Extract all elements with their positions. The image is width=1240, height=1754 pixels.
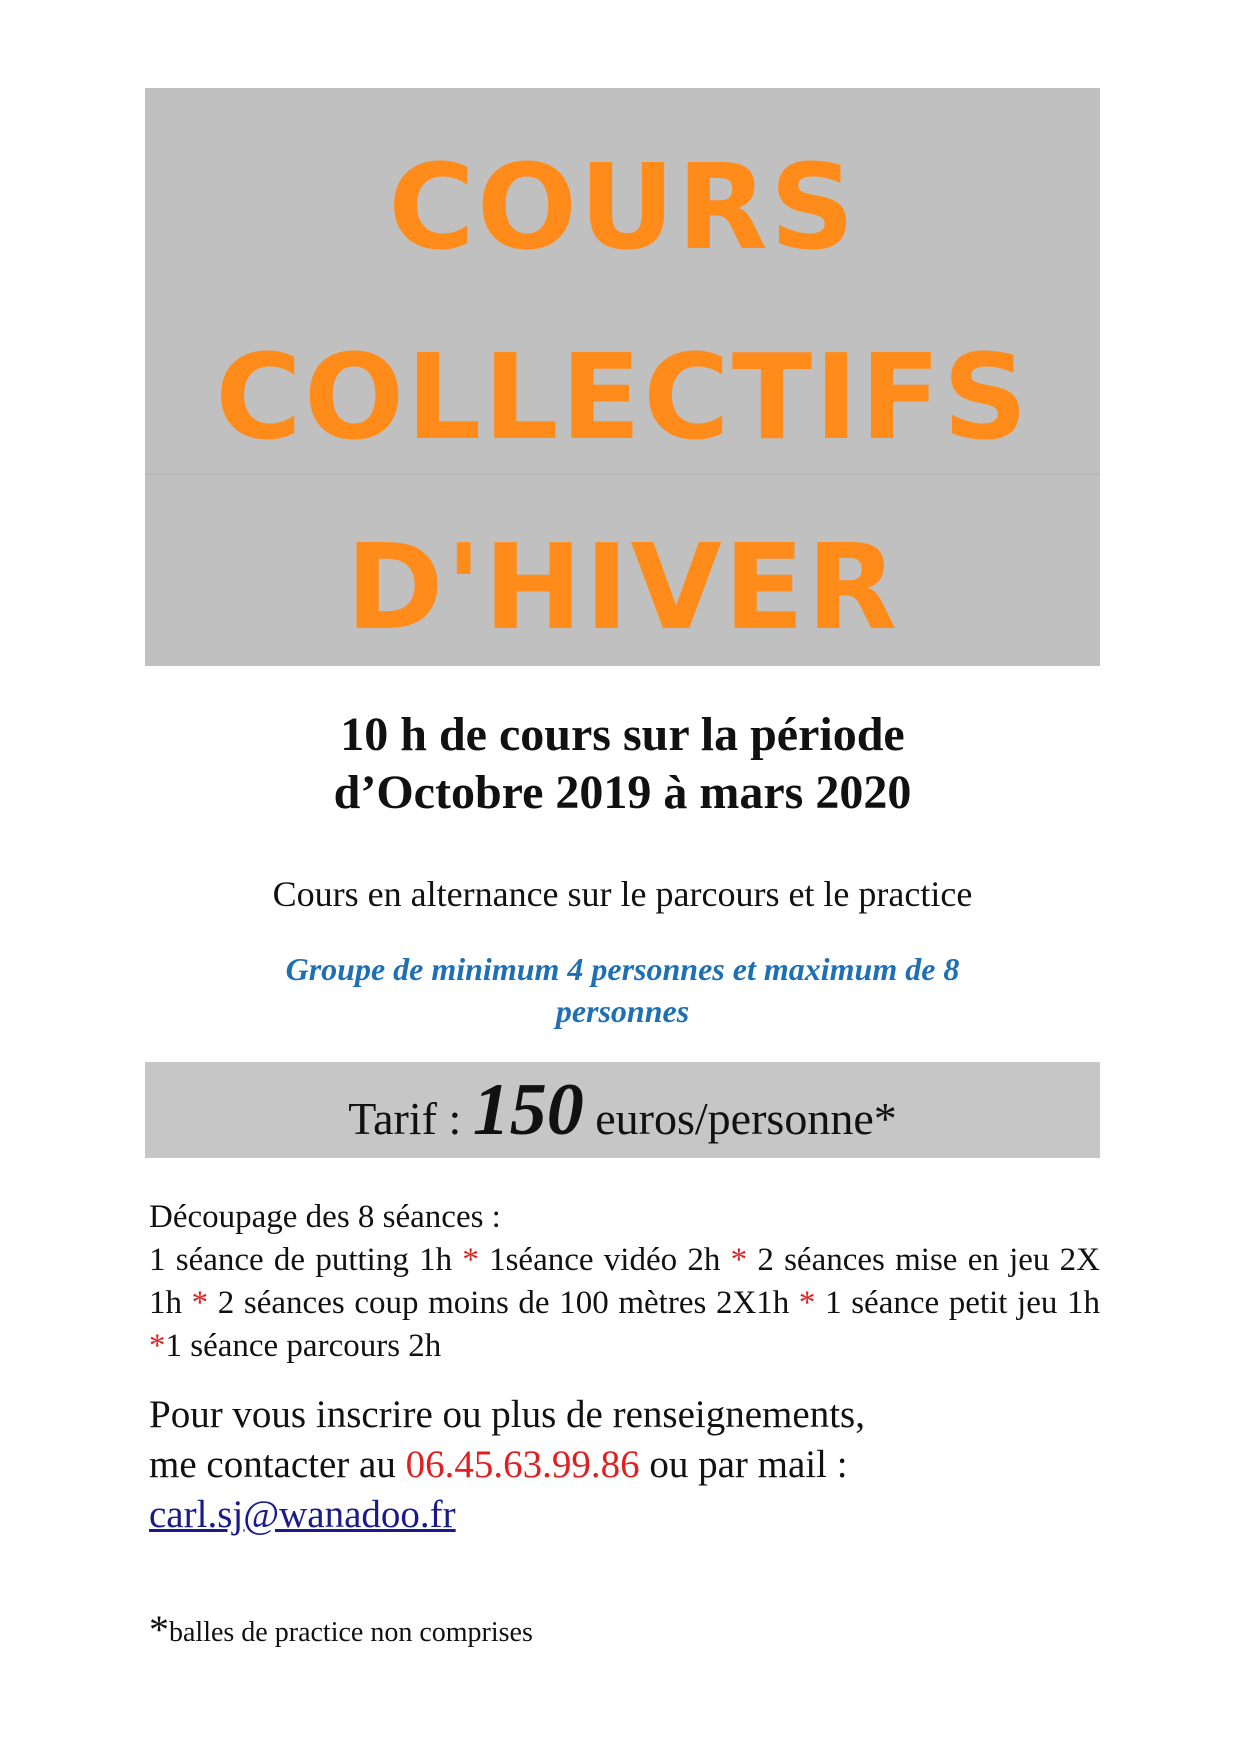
group-line-1: Groupe de minimum 4 personnes et maximum de 8 (285, 951, 960, 987)
contact-line-3 (149, 1490, 1100, 1540)
title-line-1: COURS (388, 138, 857, 276)
phone-number[interactable]: 06.45.63.99.86 (405, 1443, 640, 1486)
group-line-2: personnes (555, 993, 690, 1029)
contact-prefix: me contacter au (149, 1443, 396, 1486)
footnote-mark: * (149, 1607, 169, 1652)
footnote (149, 1607, 1100, 1653)
title-line-2: COLLECTIFS (215, 328, 1030, 466)
course-description: Cours en alternance sur le parcours et le practice (272, 874, 973, 914)
session-item: 2 séances mise en jeu 2X 1h (149, 1242, 1100, 1321)
sessions-breakdown (149, 1196, 1100, 1368)
session-item: 1séance vidéo 2h (489, 1242, 721, 1278)
separator-star: * (462, 1242, 479, 1278)
title-banner (145, 88, 1100, 666)
sessions-list (149, 1239, 1100, 1368)
separator-star: * (730, 1242, 748, 1278)
title-divider (145, 474, 1100, 475)
headline-line-1: 10 h de cours sur la période (340, 708, 905, 761)
course-period-headline (145, 706, 1100, 822)
session-item: 1 séance petit jeu 1h (825, 1285, 1101, 1321)
price-label: Tarif : (348, 1093, 462, 1144)
contact-line-2 (149, 1440, 1100, 1490)
group-size-note (200, 948, 1045, 1032)
separator-star: * (149, 1328, 166, 1364)
headline-line-2: d’Octobre 2019 à mars 2020 (333, 766, 912, 819)
separator-star: * (191, 1285, 209, 1321)
email-link[interactable]: carl.sj@wanadoo.fr (149, 1493, 456, 1536)
price-banner (145, 1062, 1100, 1158)
separator-star: * (798, 1285, 816, 1321)
session-item: 2 séances coup moins de 100 mètres 2X1h (217, 1285, 790, 1321)
session-item: 1 séance de putting 1h (149, 1242, 453, 1278)
footnote-text: balles de practice non comprises (169, 1617, 533, 1648)
price-amount: 150 (472, 1069, 584, 1151)
price-unit: euros/personne* (595, 1093, 897, 1144)
sessions-heading: Découpage des 8 séances : (149, 1199, 501, 1235)
contact-suffix: ou par mail : (649, 1443, 848, 1486)
contact-line-1: Pour vous inscrire ou plus de renseignements, (149, 1393, 865, 1436)
title-line-3: D'HIVER (345, 518, 900, 656)
session-item: 1 séance parcours 2h (165, 1328, 442, 1364)
contact-info (149, 1390, 1100, 1540)
